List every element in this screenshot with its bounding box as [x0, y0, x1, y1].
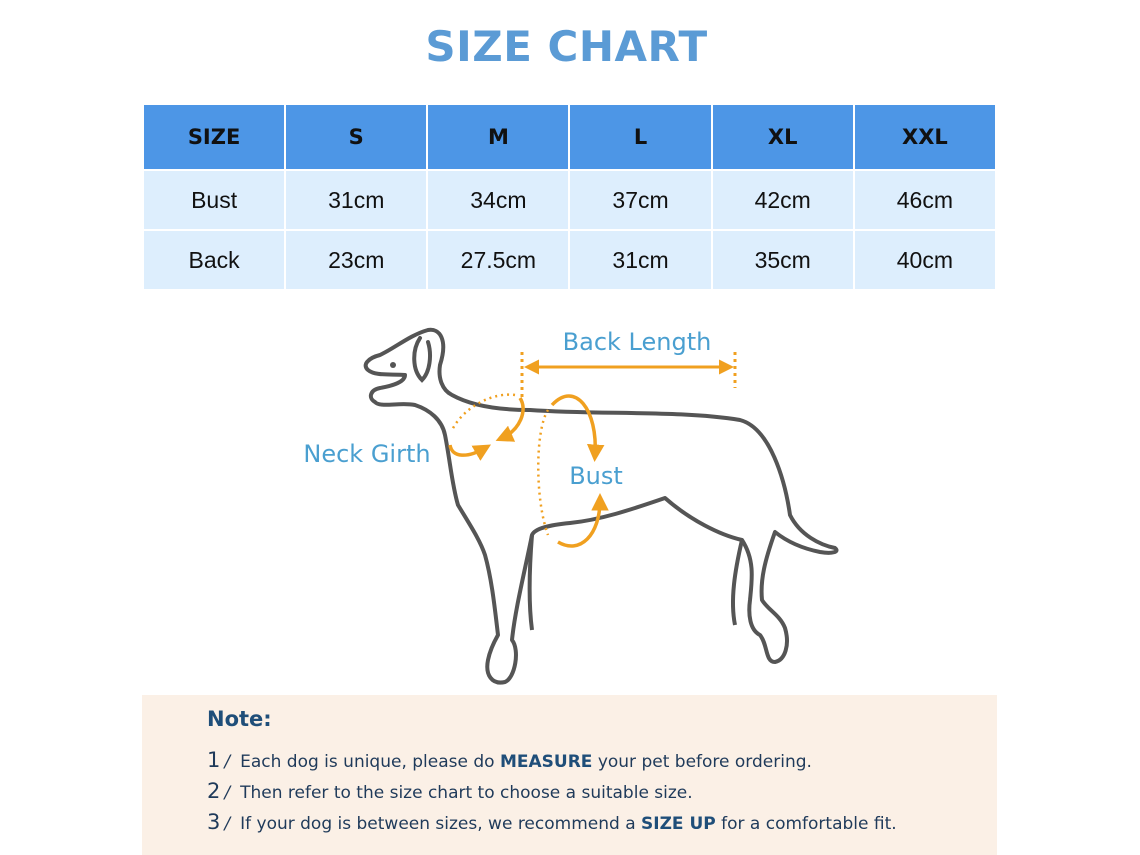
table-cell: 42cm — [712, 170, 854, 230]
table-cell: 37cm — [569, 170, 711, 230]
bust-dotted — [538, 410, 548, 535]
table-cell: Bust — [143, 170, 285, 230]
table-cell: 35cm — [712, 230, 854, 290]
header-cell: SIZE — [143, 104, 285, 170]
size-table — [142, 103, 997, 291]
dog-leg-line — [530, 535, 532, 630]
table-row — [143, 230, 996, 290]
table-cell: 34cm — [427, 170, 569, 230]
bust-arrow — [552, 396, 595, 455]
dog-eye — [390, 362, 396, 368]
dog-measurement-diagram — [280, 310, 860, 695]
note-item — [207, 779, 693, 803]
neck-girth-arrow — [502, 398, 523, 438]
note-text: your pet before ordering. — [592, 752, 812, 772]
table-row — [143, 170, 996, 230]
note-number: 1 — [207, 748, 221, 772]
table-cell: 27.5cm — [427, 230, 569, 290]
table-header-row — [143, 104, 996, 170]
bust-label: Bust — [569, 462, 623, 490]
note-item — [207, 810, 897, 834]
neck-girth-label: Neck Girth — [303, 440, 431, 468]
header-cell: XL — [712, 104, 854, 170]
table-cell: 31cm — [285, 170, 427, 230]
table-cell: Back — [143, 230, 285, 290]
header-cell: M — [427, 104, 569, 170]
note-item — [207, 748, 812, 772]
note-number: 3 — [207, 810, 221, 834]
header-cell: L — [569, 104, 711, 170]
note-title: Note: — [207, 707, 272, 731]
header-cell: XXL — [854, 104, 996, 170]
page-title: SIZE CHART — [425, 22, 708, 71]
neck-girth-arrow — [450, 445, 485, 455]
table-cell: 40cm — [854, 230, 996, 290]
note-emphasis: SIZE UP — [641, 814, 716, 834]
note-emphasis: MEASURE — [499, 752, 593, 772]
table-cell: 31cm — [569, 230, 711, 290]
note-slash: / — [224, 783, 231, 803]
note-number: 2 — [207, 779, 221, 803]
note-slash: / — [224, 814, 231, 834]
note-box — [142, 695, 997, 855]
table-cell: 23cm — [285, 230, 427, 290]
note-text: Each dog is unique, please do — [240, 752, 500, 772]
note-text: If your dog is between sizes, we recommend a — [240, 814, 642, 834]
header-cell: S — [285, 104, 427, 170]
dog-leg-line — [733, 540, 742, 625]
back-length-label: Back Length — [562, 328, 712, 356]
table-cell: 46cm — [854, 170, 996, 230]
dog-ear — [414, 338, 430, 380]
note-slash: / — [224, 752, 231, 772]
note-text: for a comfortable fit. — [715, 814, 897, 834]
note-text: Then refer to the size chart to choose a suitable size. — [240, 783, 693, 803]
